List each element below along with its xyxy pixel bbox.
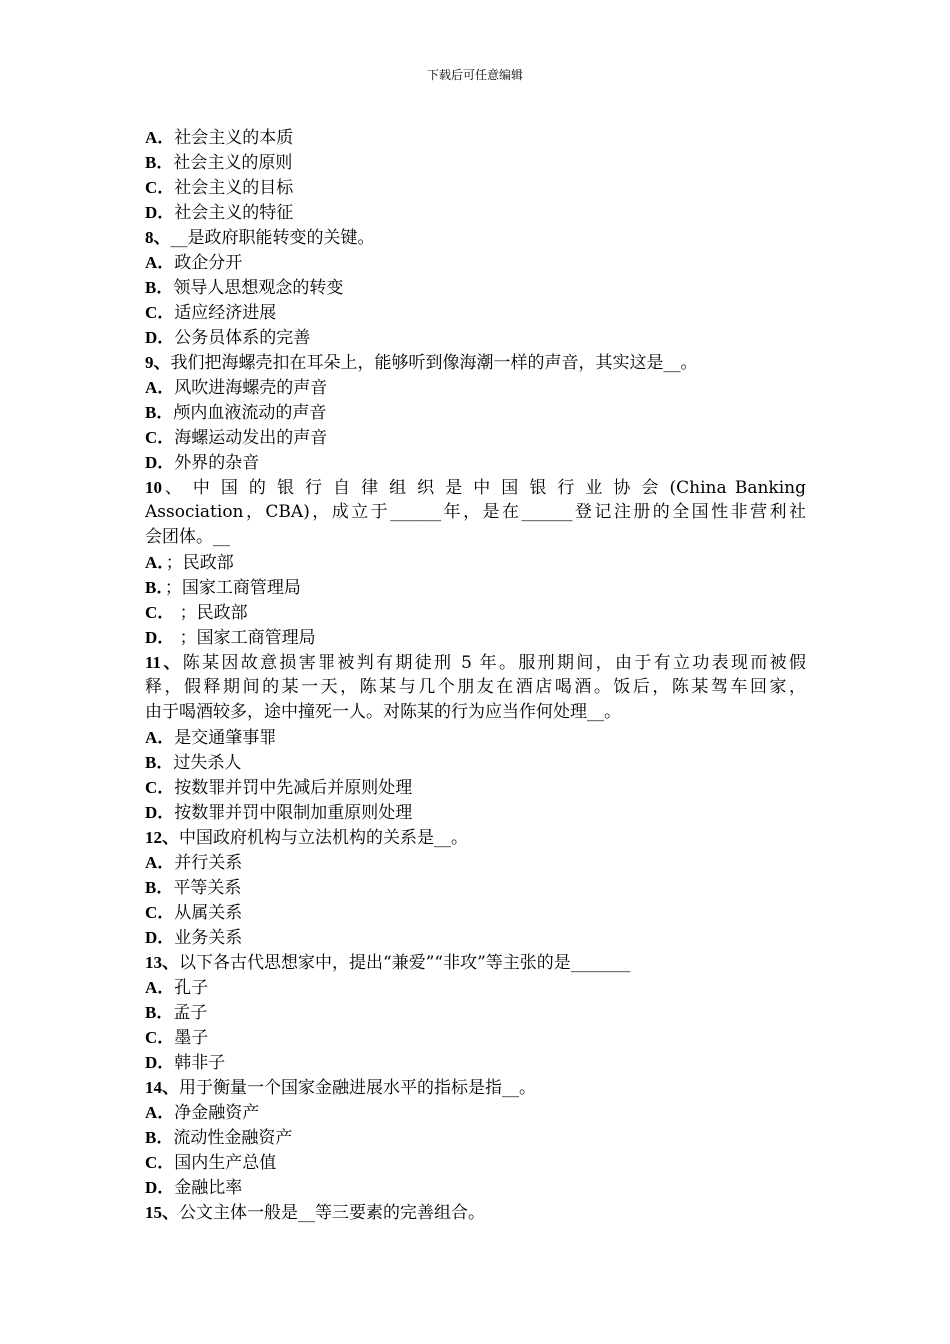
- item-label: B．: [145, 753, 174, 772]
- item-label: D．: [145, 1178, 175, 1197]
- item-text: 国内生产总值: [174, 1153, 277, 1173]
- item-label: C．: [145, 303, 175, 322]
- text-line: [145, 1200, 806, 1225]
- text-line: [145, 825, 806, 850]
- item-text: 风吹进海螺壳的声音: [174, 378, 328, 398]
- item-label: A．: [145, 128, 175, 147]
- text-line: [145, 375, 806, 400]
- text-line: [145, 150, 806, 175]
- text-line: [145, 1175, 806, 1200]
- item-label: B．: [145, 278, 174, 297]
- item-label: D．: [145, 928, 175, 947]
- item-text: 颅内血液流动的声音: [173, 403, 327, 423]
- item-text: 公务员体系的完善: [174, 328, 311, 348]
- item-label: D．: [145, 328, 175, 347]
- item-text: 海螺运动发出的声音: [174, 428, 328, 448]
- item-label: A．: [145, 1103, 175, 1122]
- item-text: 按数罪并罚中先减后并原则处理: [174, 778, 413, 798]
- item-label: 12、: [145, 828, 179, 847]
- text-line: [145, 775, 806, 800]
- text-line: [145, 750, 806, 775]
- item-label: 13、: [145, 953, 179, 972]
- item-label: B．: [145, 1128, 174, 1147]
- item-label: D．: [145, 803, 175, 822]
- item-text: 我们把海螺壳扣在耳朵上，能够听到像海潮一样的声音，其实这是__。: [170, 353, 698, 373]
- item-label: 8、: [145, 228, 171, 247]
- item-text: 韩非子: [174, 1053, 226, 1073]
- document-body: [145, 125, 806, 1225]
- text-line: [145, 625, 806, 650]
- page-header: 下载后可任意编辑: [426, 68, 523, 82]
- text-line: [145, 1000, 806, 1025]
- text-line: [145, 425, 806, 450]
- item-text: 墨子: [174, 1028, 209, 1048]
- item-label: C．: [145, 903, 175, 922]
- item-text: 领导人思想观念的转变: [173, 278, 344, 298]
- item-text: 社会主义的特征: [174, 203, 294, 223]
- item-text: 用于衡量一个国家金融进展水平的指标是指__。: [179, 1078, 536, 1098]
- item-text: 由于喝酒较多，途中撞死一人。对陈某的行为应当作何处理__。: [145, 702, 621, 722]
- item-text: 按数罪并罚中限制加重原则处理: [174, 803, 413, 823]
- text-line: [145, 250, 806, 275]
- item-text: 社会主义的目标: [174, 178, 294, 198]
- text-line: [145, 450, 806, 475]
- text-line: [145, 650, 806, 675]
- text-line: [145, 175, 806, 200]
- item-label: D．: [145, 628, 175, 647]
- text-line: [145, 350, 806, 375]
- item-text: 净金融资产: [174, 1103, 260, 1123]
- item-label: 11、: [145, 653, 183, 672]
- text-line: [145, 1150, 806, 1175]
- item-text: 外界的杂音: [174, 453, 260, 473]
- text-line: [145, 1075, 806, 1100]
- text-line: [145, 325, 806, 350]
- item-text: __是政府职能转变的关键。: [170, 228, 375, 248]
- item-label: C．: [145, 603, 175, 622]
- item-text: 平等关系: [173, 878, 242, 898]
- text-line: [145, 475, 806, 500]
- item-text: 社会主义的本质: [174, 128, 294, 148]
- item-text: Association，CBA)，成立于______年，是在______登记注册的全国性非营利社: [145, 502, 806, 522]
- item-text: 是交通肇事罪: [174, 728, 277, 748]
- item-text: 过失杀人: [173, 753, 242, 773]
- text-line: [145, 875, 806, 900]
- item-text: 孔子: [174, 978, 209, 998]
- item-text: 政企分开: [174, 253, 243, 273]
- text-line: [145, 1025, 806, 1050]
- item-text: ；国家工商管理局: [174, 628, 316, 648]
- item-text: 公文主体一般是__等三要素的完善组合。: [179, 1203, 485, 1223]
- text-line: [145, 525, 806, 550]
- item-label: A．: [145, 728, 175, 747]
- text-line: [145, 275, 806, 300]
- item-label: C．: [145, 428, 175, 447]
- text-line: [145, 700, 806, 725]
- item-label: D．: [145, 1053, 175, 1072]
- item-label: 15、: [145, 1203, 179, 1222]
- item-label: B．: [145, 153, 174, 172]
- text-line: [145, 950, 806, 975]
- text-line: [145, 575, 806, 600]
- item-text: 业务关系: [174, 928, 243, 948]
- text-line: [145, 1125, 806, 1150]
- text-line: [145, 900, 806, 925]
- text-line: [145, 725, 806, 750]
- item-label: A．: [145, 378, 175, 397]
- text-line: [145, 500, 806, 525]
- item-text: 以下各古代思想家中，提出“兼爱”“非攻”等主张的是_______: [179, 953, 631, 973]
- item-label: A．: [145, 853, 175, 872]
- item-label: A．: [145, 253, 175, 272]
- item-label: C．: [145, 178, 175, 197]
- item-label: D．: [145, 453, 175, 472]
- item-text: ；民政部: [165, 553, 234, 573]
- text-line: [145, 800, 806, 825]
- item-text: 流动性金融资产: [173, 1128, 293, 1148]
- text-line: [145, 400, 806, 425]
- text-line: [145, 925, 806, 950]
- item-text: 会团体。__: [145, 527, 230, 547]
- item-label: 10: [145, 478, 162, 497]
- item-label: A．: [145, 553, 166, 572]
- item-label: B．: [145, 403, 174, 422]
- item-label: C．: [145, 778, 175, 797]
- item-label: D．: [145, 203, 175, 222]
- item-label: 9、: [145, 353, 171, 372]
- item-text: 金融比率: [174, 1178, 243, 1198]
- text-line: [145, 850, 806, 875]
- text-line: [145, 550, 806, 575]
- item-label: B．: [145, 878, 174, 897]
- item-label: B．: [145, 578, 165, 597]
- item-text: 中国政府机构与立法机构的关系是__。: [179, 828, 468, 848]
- item-label: B．: [145, 1003, 174, 1022]
- item-text: ；民政部: [174, 603, 248, 623]
- item-text: ；国家工商管理局: [164, 578, 301, 598]
- text-line: [145, 225, 806, 250]
- item-text: 释，假释期间的某一天，陈某与几个朋友在酒店喝酒。饭后，陈某驾车回家，: [145, 677, 806, 697]
- item-text: 孟子: [173, 1003, 208, 1023]
- item-text: 、 中 国 的 银 行 自 律 组 织 是 中 国 银 行 业 协 会 (China Banking: [162, 478, 806, 498]
- item-label: 14、: [145, 1078, 179, 1097]
- item-text: 适应经济进展: [174, 303, 277, 323]
- text-line: [145, 675, 806, 700]
- item-label: A．: [145, 978, 175, 997]
- text-line: [145, 300, 806, 325]
- text-line: [145, 1050, 806, 1075]
- text-line: [145, 1100, 806, 1125]
- text-line: [145, 125, 806, 150]
- text-line: [145, 600, 806, 625]
- text-line: [145, 975, 806, 1000]
- item-label: C．: [145, 1028, 175, 1047]
- text-line: [145, 200, 806, 225]
- item-text: 陈某因故意损害罪被判有期徒刑 5 年。服刑期间，由于有立功表现而被假: [182, 653, 806, 673]
- item-text: 从属关系: [174, 903, 243, 923]
- item-text: 并行关系: [174, 853, 243, 873]
- item-text: 社会主义的原则: [173, 153, 293, 173]
- item-label: C．: [145, 1153, 175, 1172]
